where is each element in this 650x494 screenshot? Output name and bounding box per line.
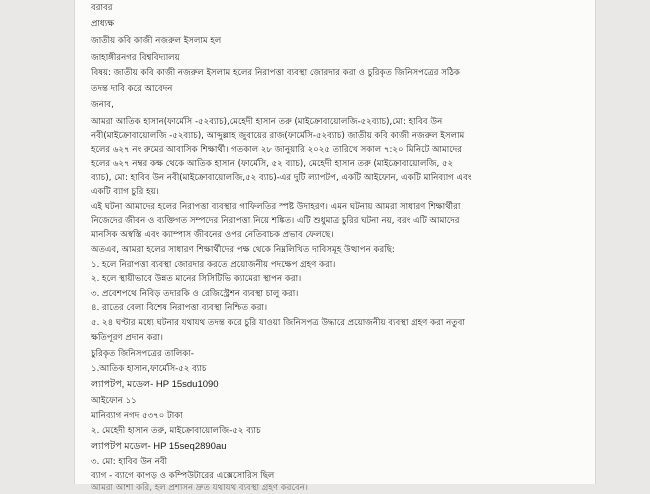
letter-body-line: মানসিক অস্বস্তি এবং ক্যাম্পাস জীবনের ওপর নেতিবাচক প্রভাব ফেলছে। xyxy=(91,230,334,240)
letter-demands-intro: অতএব, আমরা হলের সাধারণ শিক্ষার্থীদের পক্ষ থেকে নিম্নলিখিত দাবিসমূহ উত্থাপন করছি: xyxy=(91,245,395,255)
stolen-list-item: ১.আতিক হাসান,ফার্মেসি-৫২ ব্যাচ xyxy=(91,364,207,374)
stolen-list-item: আইফোন ১১ xyxy=(91,396,137,406)
stolen-list-item: মানিব্যাগ নগদ ৫৩৭০ টাকা xyxy=(91,411,183,421)
letter-body-line: হলের ৬২৭ নম্বর কক্ষ থেকে আতিক হাসান (ফার্মেসি, ৫২ ব্যাচ), মেহেদী হাসান তরু (মাইক্রোবায়োলজি, ৫২ xyxy=(91,159,454,169)
stolen-list-heading: চুরিকৃত জিনিসপত্রের তালিকা- xyxy=(91,349,194,359)
letter-subject: বিষয়: জাতীয় কবি কাজী নজরুল ইসলাম হলের নিরাপত্তা ব্যবস্থা জোরদার করা ও চুরিকৃত জিনিসপত্রের সঠিক xyxy=(91,68,460,78)
letter-subject-cont: তদন্ত দাবি করে আবেদন xyxy=(91,84,173,94)
letter-body-line: আমরা আতিক হাসান(ফার্মেসি -৫২ব্যাচ),মেহেদী হাসান তরু (মাইক্রোবায়োলজি-৫২ব্যাচ),মো: হাবিব উন xyxy=(91,117,443,127)
stolen-list-item: ল্যাপটপ, মডেল- HP 15sdu1090 xyxy=(91,379,219,390)
letter-body-line: একটি ব্যাগ চুরি হয়। xyxy=(91,187,159,197)
stolen-list-item: ব্যাগ - ব্যাগে কাপড় ও কম্পিউটারের এক্সেসোরিস ছিল xyxy=(91,471,275,481)
letter-demand-item: ১. হলে নিরাপত্তা ব্যবস্থা জোরদার করতে প্রয়োজনীয় পদক্ষেপ গ্রহণ করা। xyxy=(91,260,336,270)
letter-body-line: নবী(মাইক্রোবায়োলজি -৫২ব্যাচ), আব্দুল্লাহ জুবায়ের রাজ(ফার্মেসি-৫২ব্যাচ) জাতীয় কবি কাজী নজরুল ইসলাম xyxy=(91,131,465,141)
letter-recipient-title: প্রাধ্যক্ষ xyxy=(91,19,115,29)
letter-demand-item: ৫. ২৪ ঘণ্টার মধ্যে ঘটনার যথাযথ তদন্ত করে চুরি যাওয়া জিনিসপত্র উদ্ধারে প্রয়োজনীয় ব্যবস্থা গ্রহণ করা নতুবা xyxy=(91,318,465,328)
stolen-list-item: ৩. মো: হাবিব উন নবী xyxy=(91,457,168,467)
letter-recipient-univ: জাহাঙ্গীরনগর বিশ্ববিদ্যালয় xyxy=(91,53,180,63)
letter-body-line: হলের ৬২৭ নং রুমের আবাসিক শিক্ষার্থী। গতকাল ২৮ জানুয়ারি ২০২৫ তারিখে সকাল ৭:২০ মিনিটে আমাদের xyxy=(91,145,462,155)
letter-demand-item: ক্ষতিপূরণ প্রদান করা। xyxy=(91,333,163,343)
letter-body-line: এই ঘটনা আমাদের হলের নিরাপত্তা ব্যবস্থার গাফিলতির স্পষ্ট উদাহরণ। এমন ঘটনায় আমরা সাধারণ শিক্ষার্থীরা xyxy=(91,202,461,212)
letter-demand-item: ৪. রাতের বেলা বিশেষ নিরাপত্তা ব্যবস্থা নিশ্চিত করা। xyxy=(91,303,268,313)
letter-body-line: ব্যাচ), মো: হাবিব উন নবী(মাইক্রোবায়োলজি,৫২ ব্যাচ)-এর দুটি ল্যাপটপ, একটি আইফোন, একটি মানিব্যাগ এবং xyxy=(91,173,472,183)
letter-demand-item: ৩. প্রবেশপথে নিবিড় তদারকি ও রেজিস্ট্রেশন ব্যবস্থা চালু করা। xyxy=(91,289,299,299)
letter-closing-cut: আমরা আশা করি, হল প্রশাসন দ্রুত যথাযথ ব্যবস্থা গ্রহণ করবেন। xyxy=(91,483,308,493)
letter-greeting: জনাব, xyxy=(91,100,114,110)
letter-demand-item: ২. হলে স্থায়ীভাবে উন্নত মানের সিসিটিভি ক্যামেরা স্থাপন করা। xyxy=(91,274,302,284)
letter-recipient-hall: জাতীয় কবি কাজী নজরুল ইসলাম হল xyxy=(91,36,222,46)
stolen-list-item: ল্যাপটপ মডেল- HP 15seq2890au xyxy=(91,441,227,452)
letter-salutation-to: বরাবর xyxy=(91,3,113,13)
letter-page xyxy=(74,0,596,493)
letter-body-line: নিজেদের জীবন ও ব্যক্তিগত সম্পদের নিরাপত্তা নিয়ে শঙ্কিত। এটি শুধুমাত্র চুরির ঘটনা নয়, বরং এটি আমাদের xyxy=(91,216,460,226)
stolen-list-item: ২. মেহেদী হাসান তরু, মাইক্রোবায়োলজি-৫২ ব্যাচ xyxy=(91,426,261,436)
